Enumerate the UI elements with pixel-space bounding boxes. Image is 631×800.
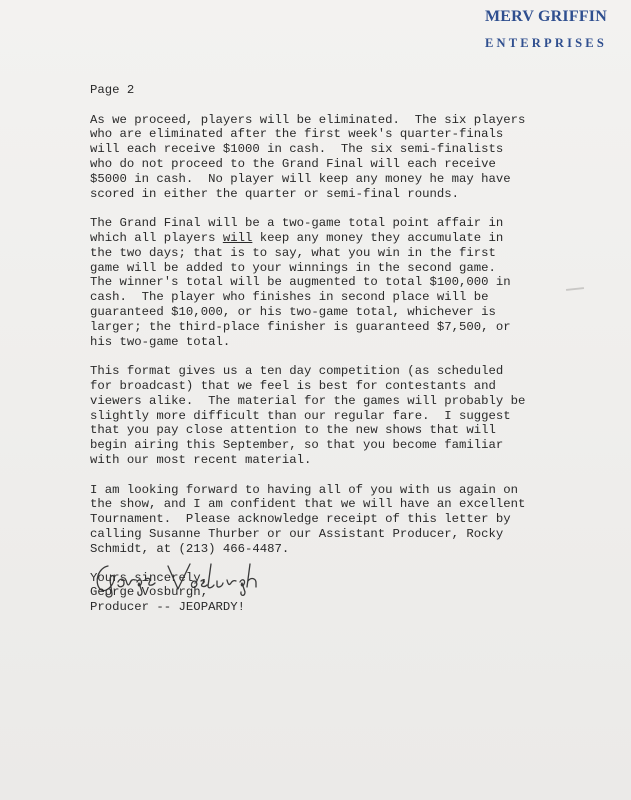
paragraph-line: cash. The player who finishes in second place will be <box>90 290 489 305</box>
letter-body <box>90 83 590 586</box>
paragraph-line: As we proceed, players will be eliminated. The six players <box>90 112 526 127</box>
paragraph-line: $5000 in cash. No player will keep any money he may have <box>90 171 511 186</box>
paragraph-line: scored in either the quarter or semi-final rounds. <box>90 186 459 201</box>
paragraph-line: with our most recent material. <box>90 452 312 467</box>
paragraph-line: that you pay close attention to the new shows that will <box>90 423 496 438</box>
paragraph-line: will each receive $1000 in cash. The six semi-finalists <box>90 142 504 157</box>
paragraph-line: larger; the third-place finisher is guaranteed $7,500, or <box>90 319 511 334</box>
paragraph-line: viewers alike. The material for the games will probably be <box>90 393 526 408</box>
paragraph-line: This format gives us a ten day competition (as scheduled <box>90 364 504 379</box>
letterhead <box>485 8 607 51</box>
underlined-word: will <box>222 230 253 245</box>
paragraph-line: who are eliminated after the first week's quarter-finals <box>90 127 504 142</box>
paragraph-line: Schmidt, at (213) 466-4487. <box>90 541 290 556</box>
paragraph-line: his two-game total. <box>90 334 231 349</box>
signer-title: Producer -- JEOPARDY! <box>90 599 245 614</box>
letterhead-company-name: MERV GRIFFIN <box>485 8 607 25</box>
paragraph-closing-request <box>90 483 590 557</box>
signer-name: George Vosburgh, <box>90 585 209 599</box>
paragraph-eliminations <box>90 113 590 202</box>
paragraph-line <box>90 231 590 246</box>
signature-block <box>90 585 245 615</box>
paragraph-line: guaranteed $10,000, or his two-game total, whichever is <box>90 304 496 319</box>
line-segment: which all players <box>90 230 223 245</box>
letterhead-subtitle: ENTERPRISES <box>484 36 607 50</box>
paragraph-line: calling Susanne Thurber or our Assistant Producer, Rocky <box>90 526 504 541</box>
paragraph-format <box>90 364 590 468</box>
paragraph-line: I am looking forward to having all of you with us again on <box>90 482 519 497</box>
paragraph-line: The winner's total will be augmented to total $100,000 in <box>90 275 511 290</box>
closing-salutation: Yours sincerely, <box>90 571 209 586</box>
paragraph-grand-final <box>90 216 590 349</box>
paragraph-line: who do not proceed to the Grand Final will each receive <box>90 156 496 171</box>
line-segment: keep any money they accumulate in <box>252 230 504 245</box>
paragraph-line: Tournament. Please acknowledge receipt of this letter by <box>90 512 511 527</box>
page-label: Page 2 <box>90 83 135 97</box>
paragraph-line: The Grand Final will be a two-game total point affair in <box>90 216 504 231</box>
paragraph-line: slightly more difficult than our regular fare. I suggest <box>90 408 511 423</box>
paragraph-line: the show, and I am confident that we will have an excellent <box>90 497 526 512</box>
paragraph-line: the two days; that is to say, what you win in the first <box>90 245 496 260</box>
paragraph-line: begin airing this September, so that you become familiar <box>90 438 504 453</box>
paragraph-line: for broadcast) that we feel is best for contestants and <box>90 378 496 393</box>
paragraph-line: game will be added to your winnings in the second game. <box>90 260 496 275</box>
